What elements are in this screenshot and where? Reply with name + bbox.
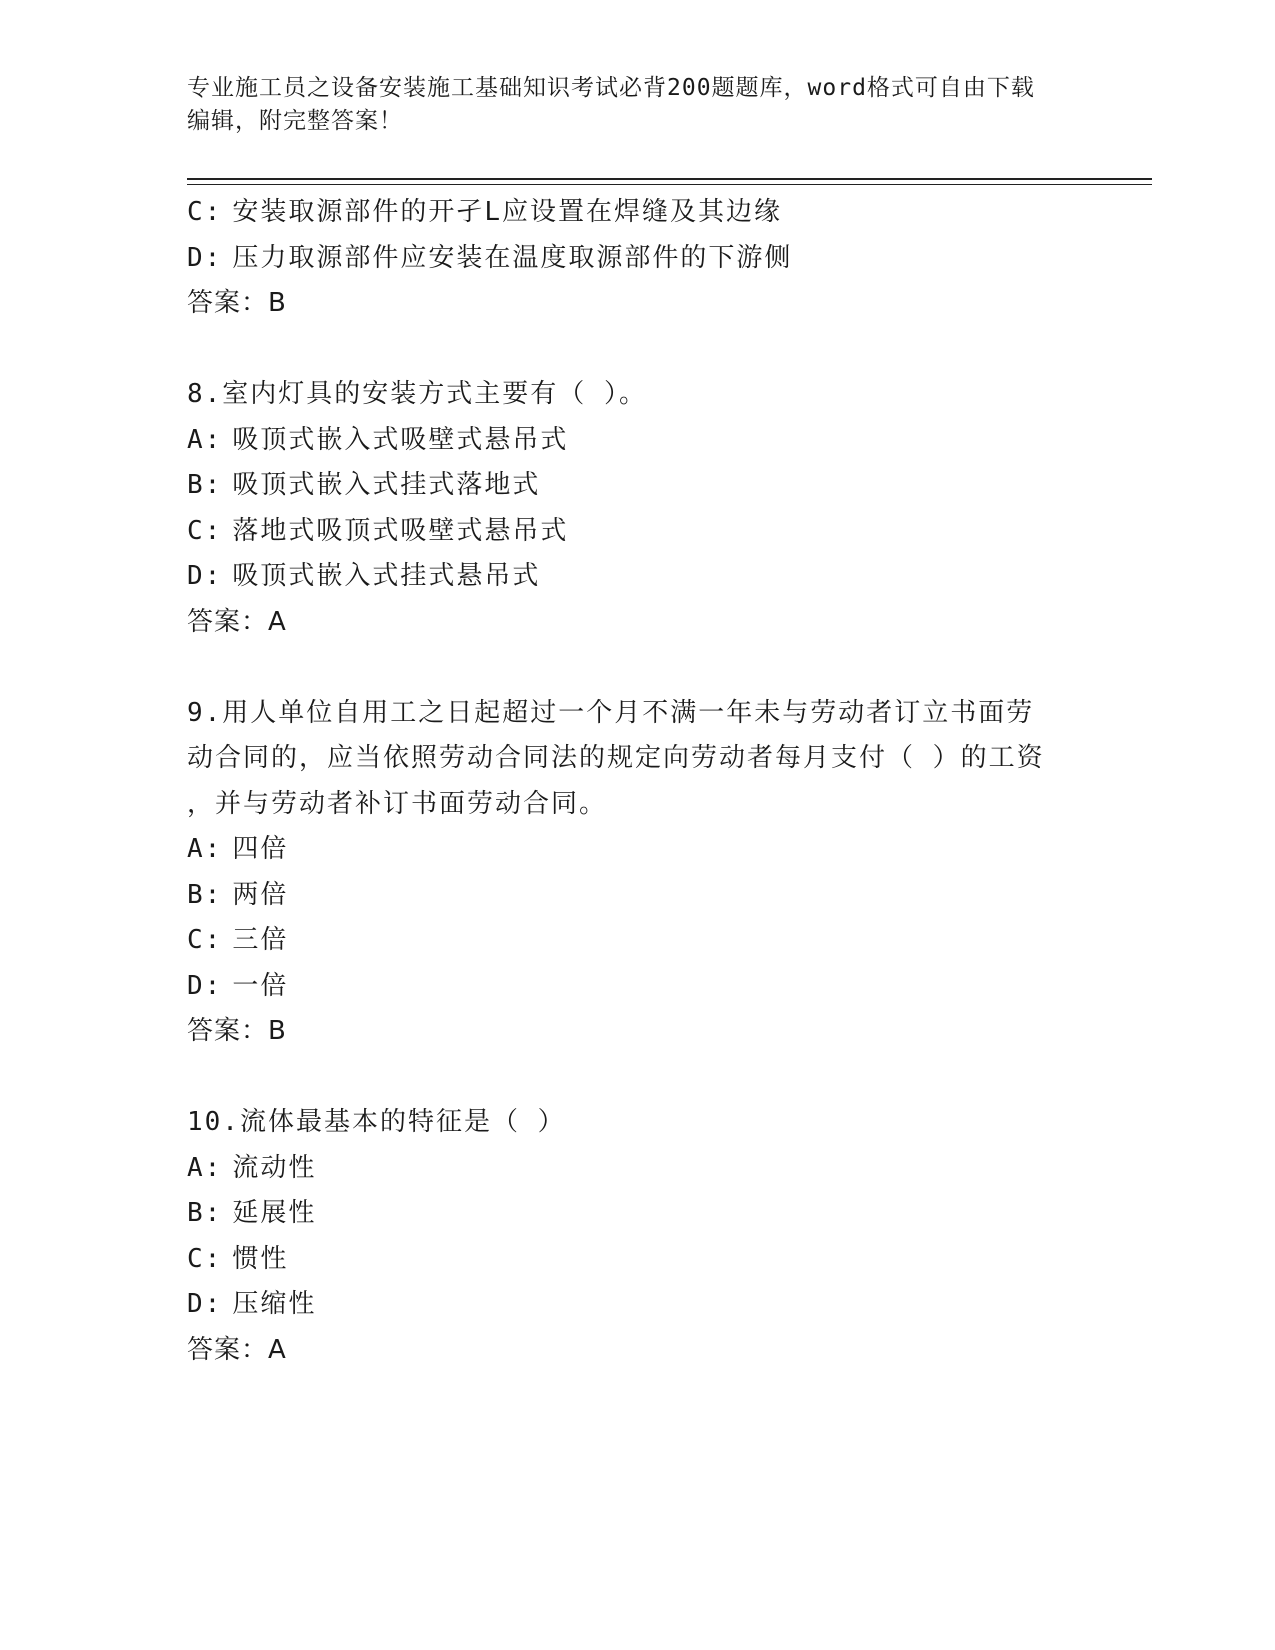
option-letter: C: [187, 515, 223, 546]
option-d [187, 964, 1087, 1010]
option-d [187, 236, 1087, 282]
option-letter: B: [187, 879, 223, 910]
option-letter: D: [187, 242, 223, 273]
option-b [187, 1191, 1087, 1237]
option-text: 吸顶式嵌入式吸壁式悬吊式 [232, 424, 569, 455]
option-c [187, 190, 1087, 236]
option-text: 惯性 [232, 1243, 289, 1274]
option-letter: D: [187, 561, 223, 591]
question-stem: 8.室内灯具的安装方式主要有（ ）。 [187, 379, 647, 409]
option-text: 三倍 [232, 925, 289, 955]
question-list [187, 190, 1087, 1373]
option-letter: A: [187, 1152, 223, 1183]
answer-line: 答案：A [187, 606, 287, 637]
header-title-line-2: 编辑，附完整答案！ [187, 108, 403, 134]
option-text: 四倍 [232, 834, 289, 864]
option-letter: C: [187, 925, 223, 955]
option-b [187, 463, 1087, 509]
question-stem-line-2: 动合同的，应当依照劳动合同法的规定向劳动者每月支付（ ）的工资 [187, 743, 1045, 773]
option-text: 两倍 [232, 879, 289, 910]
option-letter: C: [187, 1243, 223, 1274]
option-text: 吸顶式嵌入式挂式悬吊式 [232, 561, 541, 591]
option-letter: B: [187, 1198, 223, 1228]
option-d [187, 1282, 1087, 1328]
option-a [187, 1146, 1087, 1192]
option-text: 安装取源部件的开孑L应设置在焊缝及其边缘 [232, 197, 782, 227]
option-letter: D: [187, 970, 223, 1001]
header-divider-thick [187, 178, 1152, 180]
option-letter: A: [187, 834, 223, 864]
option-letter: B: [187, 470, 223, 500]
header-divider-thin [187, 184, 1152, 185]
spacer [187, 1055, 1087, 1101]
option-letter: A: [187, 424, 223, 455]
option-text: 压力取源部件应安装在温度取源部件的下游侧 [232, 242, 793, 273]
question-stem: 10.流体最基本的特征是（ ） [187, 1107, 566, 1137]
answer-line: 答案：B [187, 288, 287, 318]
header-title-line-1: 专业施工员之设备安装施工基础知识考试必背200题题库，word格式可自由下载 [187, 75, 1035, 101]
question-7 [187, 190, 1087, 327]
option-text: 一倍 [232, 970, 289, 1001]
question-stem-line-1: 9.用人单位自用工之日起超过一个月不满一年未与劳动者订立书面劳 [187, 697, 1035, 728]
option-c [187, 509, 1087, 555]
option-d [187, 554, 1087, 600]
option-letter: C: [187, 197, 223, 227]
option-text: 压缩性 [232, 1289, 317, 1319]
option-text: 流动性 [232, 1152, 317, 1183]
spacer [187, 327, 1087, 373]
answer-line: 答案：B [187, 1016, 287, 1046]
option-a [187, 418, 1087, 464]
question-8 [187, 372, 1087, 645]
option-c [187, 1237, 1087, 1283]
answer-line: 答案：A [187, 1334, 287, 1365]
spacer [187, 645, 1087, 691]
option-text: 吸顶式嵌入式挂式落地式 [232, 470, 541, 500]
option-b [187, 873, 1087, 919]
option-a [187, 827, 1087, 873]
question-10 [187, 1100, 1087, 1373]
option-text: 落地式吸顶式吸壁式悬吊式 [232, 515, 569, 546]
option-c [187, 918, 1087, 964]
page-header [187, 72, 1087, 138]
question-9 [187, 691, 1087, 1055]
option-text: 延展性 [232, 1198, 317, 1228]
question-stem-line-3: ，并与劳动者补订书面劳动合同。 [187, 788, 608, 819]
option-letter: D: [187, 1289, 223, 1319]
